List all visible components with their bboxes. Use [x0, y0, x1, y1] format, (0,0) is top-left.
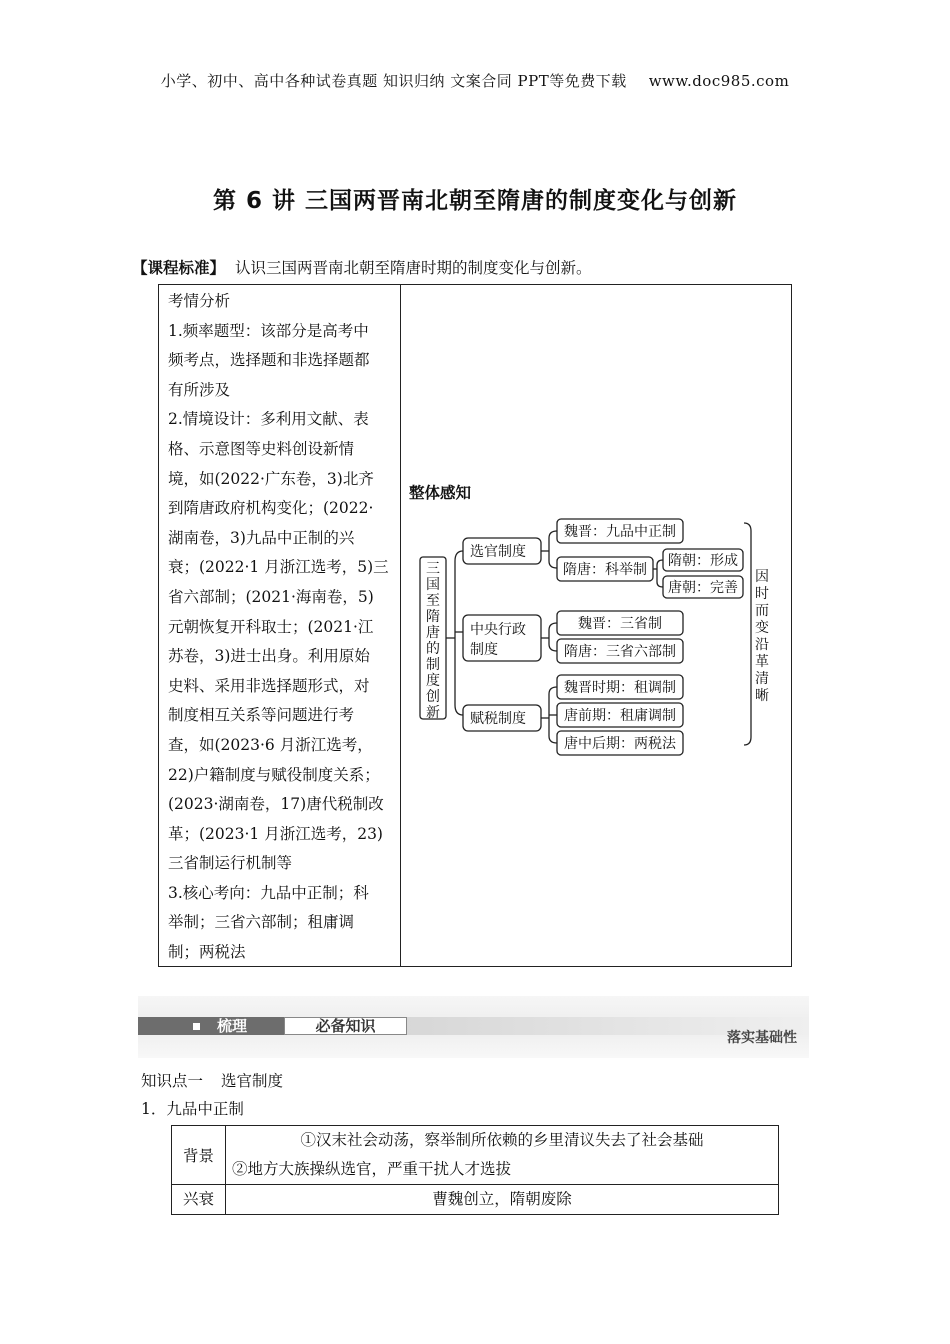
diagram-item-label: 唐前期：租庸调制	[564, 708, 676, 724]
exam-analysis	[159, 285, 401, 966]
diagram-root-char: 制	[426, 657, 440, 673]
analysis-line: 湖南卷，3)九品中正制的兴	[168, 528, 355, 547]
diagram-conclusion-char: 因	[755, 569, 769, 585]
diagram-conclusion-char: 沿	[755, 637, 769, 653]
analysis-line: 衰；(2022·1 月浙江选考，5)三	[168, 558, 389, 577]
diagram-item-label: 唐中后期：两税法	[564, 736, 676, 752]
analysis-line: 22)户籍制度与赋役制度关系；	[168, 765, 380, 784]
analysis-line: 制度相互关系等问题进行考	[168, 706, 355, 725]
analysis-line: 频考点，选择题和非选择题都	[168, 351, 370, 370]
square-icon	[193, 1023, 200, 1030]
analysis-line: 查，如(2023·6 月浙江选考，	[168, 735, 373, 754]
diagram-root-char: 隋	[426, 609, 440, 625]
table-key-cell: 兴衰	[172, 1185, 226, 1215]
knowledge-table	[171, 1125, 779, 1215]
analysis-line: 三省制运行机制等	[168, 854, 293, 873]
overview-title: 整体感知	[409, 484, 472, 502]
concept-diagram	[401, 285, 791, 966]
subsection-heading: 1．九品中正制	[141, 1100, 244, 1118]
analysis-line: 格、示意图等史料创设新情	[168, 439, 355, 458]
diagram-root-char: 的	[426, 641, 440, 657]
course-standard-label: 【课程标准】	[132, 259, 226, 277]
diagram-item-label: 魏晋：九品中正制	[564, 524, 676, 540]
diagram-root-char: 创	[426, 689, 440, 705]
diagram-conclusion-char: 而	[755, 603, 769, 619]
analysis-line: 1.频率题型：该部分是高考中	[168, 321, 369, 340]
analysis-line: 革；(2023·1 月浙江选考，23)	[168, 824, 383, 843]
analysis-line: (2023·湖南卷，17)唐代税制改	[168, 795, 384, 814]
diagram-conclusion-char: 晰	[755, 688, 769, 704]
table-row	[172, 1126, 779, 1185]
diagram-conclusion-char: 革	[755, 654, 769, 670]
diagram-root-char: 度	[426, 673, 440, 689]
diagram-root-char: 国	[426, 577, 440, 593]
analysis-line: 到隋唐政府机构变化；(2022·	[168, 499, 374, 518]
knowledge-point-label: 知识点一	[141, 1072, 204, 1090]
diagram-conclusion-char: 时	[755, 586, 769, 602]
header-text: 小学、初中、高中各种试卷真题 知识归纳 文案合同 PPT等免费下载	[160, 72, 627, 90]
analysis-line: 举制；三省六部制；租庸调	[168, 913, 355, 932]
diagram-conclusion-char: 变	[755, 620, 769, 636]
course-standard-text: 认识三国两晋南北朝至隋唐时期的制度变化与创新。	[235, 259, 592, 277]
page-header	[0, 70, 950, 91]
banner-dark-label: 梳理	[217, 1017, 248, 1035]
section-banner	[138, 996, 809, 1058]
diagram-item-label: 魏晋：三省制	[578, 616, 662, 632]
diagram-subitem-label: 隋朝：形成	[668, 553, 738, 569]
analysis-line: 制；两税法	[168, 943, 246, 962]
page-title: 第 6 讲 三国两晋南北朝至隋唐的制度变化与创新	[212, 188, 738, 214]
diagram-brace	[744, 523, 751, 745]
analysis-line: 2.情境设计：多利用文献、表	[168, 410, 369, 429]
diagram-category-label: 中央行政	[470, 622, 526, 638]
analysis-line: 省六部制；(2021·海南卷，5)	[168, 587, 374, 606]
knowledge-point-name: 选官制度	[221, 1072, 284, 1090]
diagram-category-label: 赋税制度	[470, 711, 526, 727]
diagram-item-label: 隋唐：科举制	[563, 562, 647, 578]
analysis-line: 考情分析	[168, 292, 231, 310]
diagram-item-label: 魏晋时期：租调制	[564, 680, 676, 696]
diagram-root-char: 三	[426, 561, 440, 577]
analysis-line: 境，如(2022·广东卷，3)北齐	[168, 469, 374, 488]
diagram-category-label: 制度	[470, 642, 498, 658]
table-value-cell: 曹魏创立，隋朝废除	[226, 1185, 779, 1215]
banner-light-label: 必备知识	[284, 1017, 407, 1035]
knowledge-point-heading	[141, 1069, 283, 1091]
diagram-subitem-label: 唐朝：完善	[668, 580, 738, 596]
diagram-root-char: 至	[426, 593, 440, 609]
course-standard	[132, 256, 592, 278]
diagram-category-label: 选官制度	[470, 544, 526, 560]
analysis-line: 苏卷，3)进士出身。利用原始	[168, 647, 370, 666]
overview-panel	[401, 285, 791, 966]
banner-dark-tab	[138, 1017, 284, 1035]
analysis-line: 元朝恢复开科取士；(2021·江	[168, 617, 374, 636]
diagram-conclusion-char: 清	[755, 671, 769, 687]
header-url[interactable]: www.doc985.com	[648, 72, 790, 90]
table-key-cell: 背景	[172, 1126, 226, 1185]
diagram-root-char: 新	[426, 705, 440, 721]
banner-right-label: 落实基础性	[727, 1030, 797, 1046]
table-row	[172, 1185, 779, 1215]
analysis-line: 有所涉及	[168, 380, 231, 399]
table-value-cell	[226, 1126, 779, 1185]
diagram-root-char: 唐	[426, 625, 440, 641]
overview-table	[158, 284, 792, 967]
table-value-line: ②地方大族操纵选官，严重干扰人才选拔	[232, 1160, 512, 1178]
analysis-line: 3.核心考向：九品中正制；科	[168, 883, 369, 902]
diagram-item-label: 隋唐：三省六部制	[564, 644, 676, 660]
analysis-line: 史料、采用非选择题形式，对	[168, 676, 370, 695]
table-value-line: ①汉末社会动荡，察举制所依赖的乡里清议失去了社会基础	[300, 1131, 704, 1149]
